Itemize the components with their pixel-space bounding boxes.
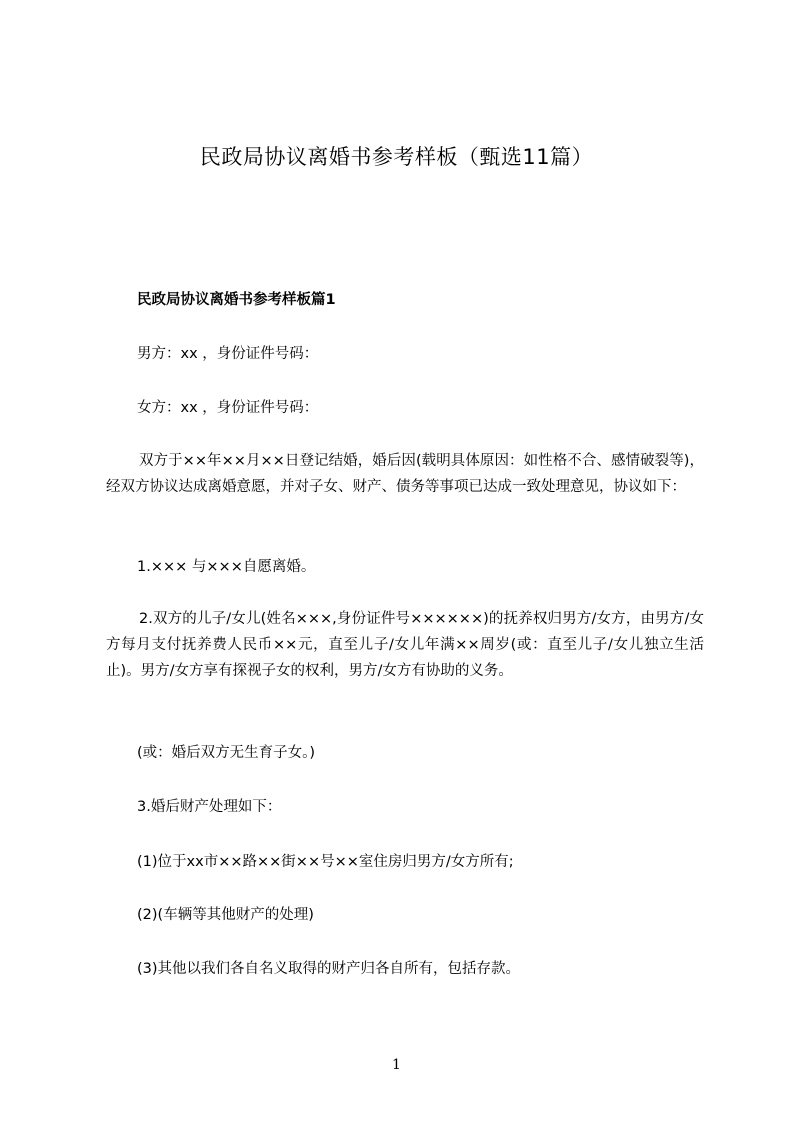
clause-3-3: (3)其他以我们各自名义取得的财产归各自所有，包括存款。: [137, 961, 521, 977]
clause-3-1: (1)位于xx市××路××街××号××室住房归男方/女方所有;: [137, 854, 514, 870]
section-heading: 民政局协议离婚书参考样板篇1: [137, 292, 336, 308]
male-party-line: 男方：xx ，身份证件号码：: [137, 346, 319, 362]
clause-3-2: (2)(车辆等其他财产的处理): [137, 907, 314, 923]
clause-2: 2.双方的儿子/女儿(姓名×××,身份证件号××××××)的抚养权归男方/女方，由男方/女方每月支付抚养费人民币××元，直至儿子/女儿年满××周岁(或：直至儿子/女儿独立生活止)。男方/女方享有探视子女的权利，男方/女方有协助的义务。: [106, 611, 704, 679]
intro-paragraph: 双方于××年××月××日登记结婚，婚后因(载明具体原因：如性格不合、感情破裂等)，经双方协议达成离婚意愿，并对子女、财产、债务等事项已达成一致处理意见，协议如下：: [106, 453, 704, 495]
clause-3: 3.婚后财产处理如下：: [137, 799, 282, 815]
clause-1: 1.××× 与×××自愿离婚。: [137, 559, 316, 575]
clause-2-alternative: (或：婚后双方无生育子女。): [137, 745, 316, 761]
female-party-line: 女方：xx ，身份证件号码：: [137, 400, 319, 416]
page-number: 1: [392, 1057, 401, 1073]
document-title: 民政局协议离婚书参考样板（甄选11篇）: [199, 145, 594, 169]
